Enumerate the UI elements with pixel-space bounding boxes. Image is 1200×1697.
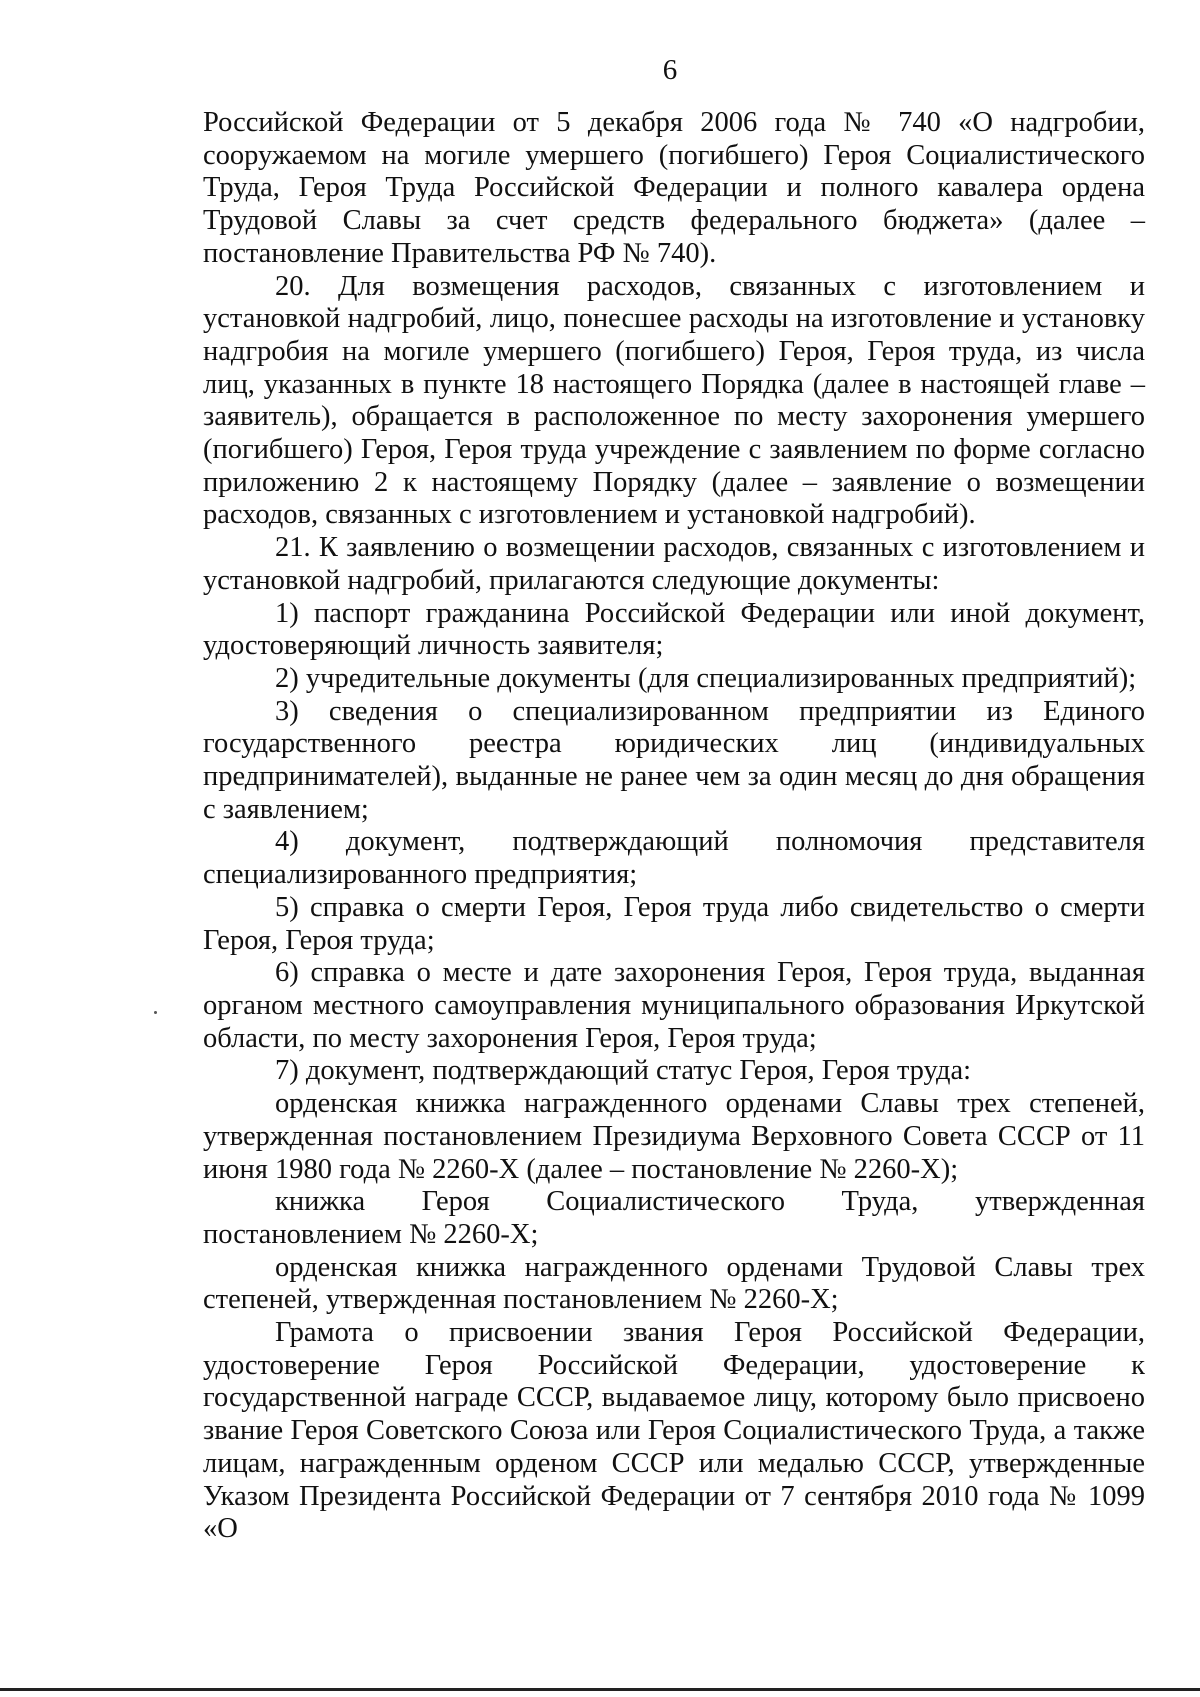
list-item-1-passport: 1) паспорт гражданина Российской Федерации или иной документ, удостоверяющий личность заявителя;	[203, 597, 1145, 662]
list-item-2-founding-documents: 2) учредительные документы (для специализированных предприятий);	[275, 662, 1137, 694]
document-body	[203, 107, 1145, 1546]
paragraph-intro-continuation: Российской Федерации от 5 декабря 2006 года № 740 «О надгробии, сооружаемом на могиле умершего (погибшего) Героя Социалистического Труда, Героя Труда Российской Федерации и полного кавалера ордена Трудовой Славы за счет средств федерального бюджета» (далее – постановление Правительства РФ № 740).	[203, 107, 1145, 269]
list-item-5-death-certificate: 5) справка о смерти Героя, Героя труда либо свидетельство о смерти Героя, Героя труда;	[203, 891, 1145, 956]
subitem-glory-order-book: орденская книжка награжденного орденами Славы трех степеней, утвержденная постановлением Президиума Верховного Совета СССР от 11 июня 1980 года № 2260-X (далее – постановление № 2260-X);	[203, 1088, 1145, 1185]
paragraph-clause-20: 20. Для возмещения расходов, связанных с изготовлением и установкой надгробий, лицо, понесшее расходы на изготовление и установку надгробия на могиле умершего (погибшего) Героя, Героя труда, из числа лиц, указанных в пункте 18 настоящего Порядка (далее в настоящей главе – заявитель), обращается в расположенное по месту захоронения умершего (погибшего) Героя, Героя труда учреждение с заявлением по форме согласно приложению 2 к настоящему Порядку (далее – заявление о возмещении расходов, связанных с изготовлением и установкой надгробий).	[203, 270, 1145, 531]
list-item-6-burial-certificate: 6) справка о месте и дате захоронения Героя, Героя труда, выданная органом местного самоуправления муниципального образования Иркутской области, по месту захоронения Героя, Героя труда;	[203, 957, 1145, 1054]
paragraph-clause-21: 21. К заявлению о возмещении расходов, связанных с изготовлением и установкой надгробий, прилагаются следующие документы:	[203, 532, 1145, 596]
list-item-7-status-document: 7) документ, подтверждающий статус Героя, Героя труда:	[275, 1055, 972, 1087]
list-item-3-registry-info: 3) сведения о специализированном предприятии из Единого государственного реестра юридических лиц (индивидуальных предпринимателей), выданные не ранее чем за один месяц до дня обращения с заявлением;	[203, 695, 1145, 825]
scan-speck	[154, 1011, 157, 1014]
scan-bottom-edge	[0, 1688, 1200, 1691]
subitem-hero-certificate: Грамота о присвоении звания Героя Российской Федерации, удостоверение Героя Российской Федерации, удостоверение к государственной награде СССР, выдаваемое лицу, которому было присвоено звание Героя Советского Союза или Героя Социалистического Труда, а также лицам, награжденным орденом СССР или медалью СССР, утвержденные Указом Президента Российской Федерации от 7 сентября 2010 года № 1099 «О	[203, 1317, 1145, 1545]
page-number: 6	[662, 54, 678, 86]
subitem-labour-glory-order-book: орденская книжка награжденного орденами Трудовой Славы трех степеней, утвержденная постановлением № 2260-X;	[203, 1251, 1145, 1316]
list-item-4-authority-document: 4) документ, подтверждающий полномочия представителя специализированного предприятия;	[203, 826, 1145, 891]
subitem-hero-labour-book: книжка Героя Социалистического Труда, утвержденная постановлением № 2260-X;	[203, 1186, 1145, 1250]
